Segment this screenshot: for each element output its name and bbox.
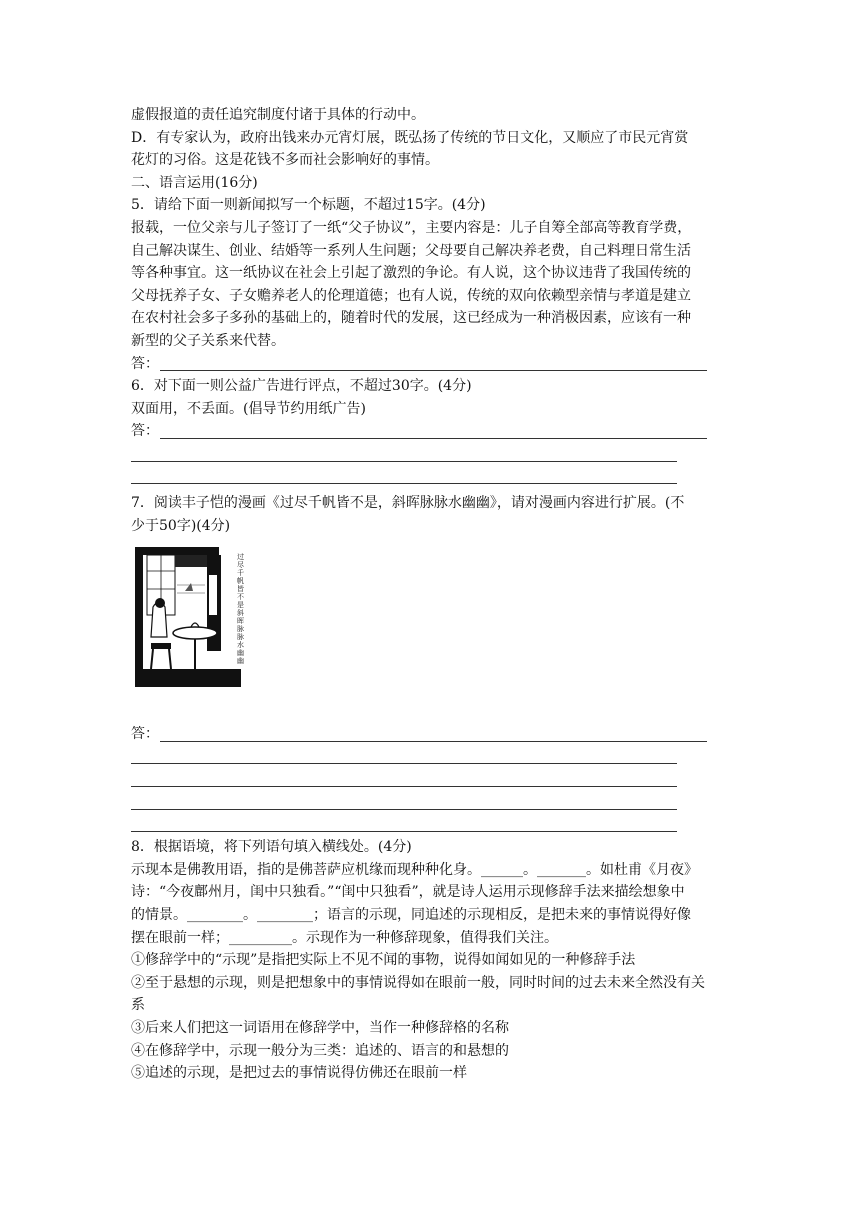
vertical-inscription: [237, 552, 244, 665]
question-7-title-2: 少于50字)(4分): [131, 517, 231, 534]
option-4: ④在修辞学中，示现一般分为三类：追述的、语言的和悬想的: [131, 1042, 509, 1059]
question-5-title: 5．请给下面一则新闻拟写一个标题，不超过15字。(4分): [131, 197, 486, 214]
question-5-text-5: 在农村社会多子多孙的基础上的，随着时代的发展，这已经成为一种消极因素，应该有一种: [131, 310, 691, 327]
svg-text:千: 千: [237, 569, 244, 578]
answer-7-line-2[interactable]: [131, 746, 731, 769]
question-5-text-1: 报载，一位父亲与儿子签订了一纸“父子协议”，主要内容是：儿子自筹全部高等教育学费，: [131, 219, 692, 236]
svg-text:过: 过: [237, 553, 244, 562]
answer-rule: [131, 809, 677, 810]
answer-5-line[interactable]: [131, 353, 731, 376]
answer-rule: [131, 483, 677, 484]
svg-text:是: 是: [237, 601, 244, 610]
section-heading: 二、语言运用(16分): [131, 174, 258, 191]
svg-text:水: 水: [237, 641, 244, 650]
question-8-para-3: 的情景。________。________；语言的示现，同追述的示现相反，是把未来的事情说得好像: [131, 907, 691, 924]
option-d-line-1: D．有专家认为，政府出钱来办元宵灯展，既弘扬了传统的节日文化，又顺应了市民元宵赏: [131, 129, 689, 146]
svg-text:晖: 晖: [237, 617, 244, 626]
question-5-text-2: 自己解决谋生、创业、结婚等一系列人生问题；父母要自己解决养老费，自己料理日常生活: [131, 242, 691, 259]
svg-text:脉: 脉: [237, 625, 244, 634]
question-8-title: 8．根据语境，将下列语句填入横线处。(4分): [131, 839, 412, 856]
question-6-title: 6．对下面一则公益广告进行评点，不超过30字。(4分): [131, 378, 472, 395]
answer-6-line-2[interactable]: [131, 443, 731, 466]
answer-7-line-4[interactable]: [131, 791, 731, 814]
question-8-para-2: 诗：“今夜鄜州月，闺中只独看。”“闺中只独看”，就是诗人运用示现修辞手法来描绘想象中: [131, 884, 685, 901]
question-5-text-6: 新型的父子关系来代替。: [131, 332, 285, 349]
answer-rule: [131, 786, 677, 787]
svg-text:脉: 脉: [237, 633, 244, 642]
question-7-title-1: 7．阅读丰子恺的漫画《过尽千帆皆不是，斜晖脉脉水幽幽》，请对漫画内容进行扩展。(不: [131, 495, 685, 512]
answer-rule: [160, 370, 707, 371]
option-5: ⑤追述的示现，是把过去的事情说得仿佛还在眼前一样: [131, 1065, 467, 1082]
answer-label: 答：: [131, 423, 159, 440]
answer-7-line-3[interactable]: [131, 768, 731, 791]
exam-page: [131, 104, 731, 1085]
question-6-ad: 双面用，不丢面。(倡导节约用纸广告): [131, 400, 366, 417]
answer-label: 答：: [131, 726, 159, 743]
question-5-text-4: 父母抚养子女、子女赡养老人的伦理道德；也有人说，传统的双向依赖型亲情与孝道是建立: [131, 287, 691, 304]
option-2-cont: 系: [131, 997, 145, 1014]
top-paragraphs: [131, 104, 731, 353]
answer-rule: [131, 461, 677, 462]
svg-text:帆: 帆: [237, 577, 244, 586]
svg-text:不: 不: [237, 593, 244, 602]
option-d-line-2: 花灯的习俗。这是花钱不多而社会影响好的事情。: [131, 152, 439, 169]
question-5-text-3: 等各种事宜。这一纸协议在社会上引起了激烈的争论。有人说，这个协议违背了我国传统的: [131, 265, 691, 282]
cartoon-illustration: [133, 545, 251, 689]
svg-text:幽: 幽: [237, 649, 244, 658]
answer-rule: [131, 831, 677, 832]
answer-7-line-5[interactable]: [131, 814, 731, 837]
svg-text:斜: 斜: [237, 609, 244, 618]
svg-text:幽: 幽: [237, 657, 244, 666]
answer-6-line-1[interactable]: [131, 420, 731, 443]
answer-label: 答：: [131, 355, 159, 372]
svg-text:尽: 尽: [237, 561, 244, 570]
svg-text:皆: 皆: [237, 585, 244, 594]
option-1: ①修辞学中的“示现”是指把实际上不见不闻的事物，说得如闻如见的一种修辞手法: [131, 952, 636, 969]
answer-rule: [160, 438, 707, 439]
option-2: ②至于悬想的示现，则是把想象中的事情说得如在眼前一般，同时时间的过去未来全然没有关: [131, 974, 705, 991]
answer-rule: [131, 763, 677, 764]
question-8-para-4: 摆在眼前一样；_________。示现作为一种修辞现象，值得我们关注。: [131, 929, 558, 946]
answer-rule: [160, 741, 707, 742]
text-line: 虚假报道的责任追究制度付诸于具体的行动中。: [131, 107, 425, 123]
question-8-para-1: 示现本是佛教用语，指的是佛菩萨应机缘而现种种化身。______。_______。如杜甫《月夜》: [131, 861, 698, 878]
option-3: ③后来人们把这一词语用在修辞学中，当作一种修辞格的名称: [131, 1020, 509, 1036]
answer-6-line-3[interactable]: [131, 466, 731, 489]
answer-7-line-1[interactable]: [131, 723, 731, 746]
